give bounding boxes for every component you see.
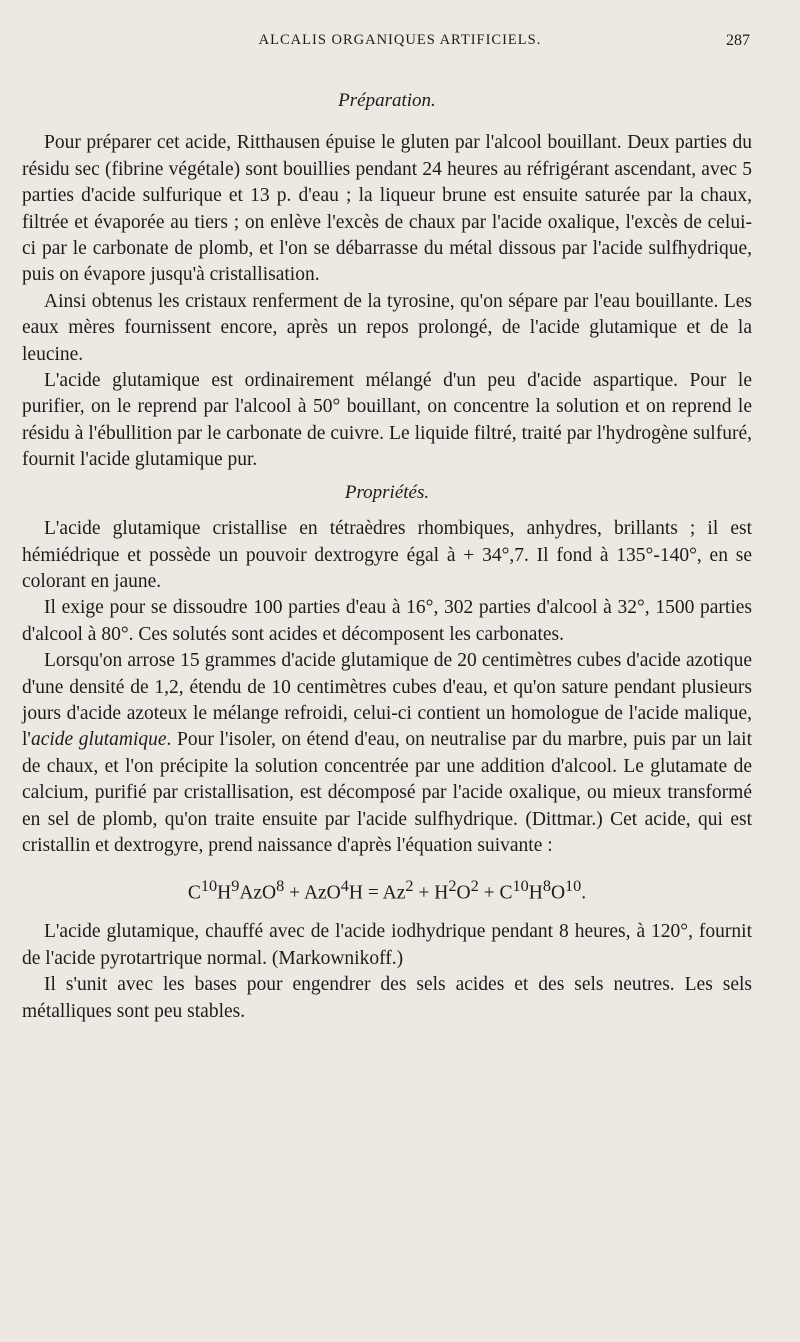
equation-subscript: 4 — [340, 877, 349, 896]
paragraph-text: Lorsqu'on arrose 15 grammes d'acide glutamique de 20 centimètres cubes d'acide azotique d'une densité de 1,2, étendu de 10 centimètres cubes d'eau, et qu'on sature pendant plusieurs jours d'acide azoteux le mélange refroidi, celui-ci contient un homologue de l'acide malique, l' — [22, 650, 752, 751]
paragraph-text: . Pour l'isoler, on étend d'eau, on neutralise par du marbre, puis par un lait de chaux, et l'on précipite la solution concentrée par une addition d'alcool. Le glutamate de calcium, purifié par cristallisation, est décomposé par l'acide oxalique, ou mieux transformé en sel de plomb, qu'on traite ensuite par l'acide sulfhydrique. (Dittmar.) Cet acide, qui est cristallin et dextrogyre, prend naissance d'après l'équation suivante : — [22, 729, 753, 856]
equation-term: H — [434, 882, 449, 904]
equation-term: C — [499, 882, 513, 904]
equation-term: H — [528, 882, 543, 904]
equation-subscript: 10 — [200, 877, 218, 896]
equation-term: . — [581, 882, 587, 904]
page-number: 287 — [726, 32, 750, 49]
paragraph-preparation-method: Pour préparer cet acide, Ritthausen épuise le gluten par l'alcool bouillant. Deux parties du résidu sec (fibrine végétale) sont bouillies pendant 24 heures au réfrigérant ascendant, avec 5 parties d'acide sulfurique et 13 p. d'eau ; la liqueur brune est ensuite saturée par la chaux, filtrée et évaporée au tiers ; on enlève l'excès de chaux par l'acide oxalique, l'excès de celui-ci par le carbonate de plomb, et l'on se débarrasse du métal dissous par l'acide sulfhydrique, puis on évapore jusqu'à cristallisation. — [22, 132, 752, 286]
paragraph-nitrous-acid — [22, 648, 752, 859]
paragraph-purification: L'acide glutamique est ordinairement mélangé d'un peu d'acide aspartique. Pour le purifier, on le reprend par l'alcool à 50° bouillant, on concentre la solution et on reprend le résidu à l'ébullition par le carbonate de cuivre. Le liquide filtré, traité par l'hydrogène sulfuré, fournit l'acide glutamique pur. — [22, 370, 752, 471]
equation-subscript: 2 — [448, 877, 457, 896]
equation-term: + — [478, 882, 500, 904]
equation-subscript: 2 — [405, 877, 414, 896]
equation-term: O — [456, 882, 471, 904]
page-body — [22, 88, 752, 1025]
paragraph-solubility: Il exige pour se dissoudre 100 parties d'eau à 16°, 302 parties d'alcool à 32°, 1500 parties d'alcool à 80°. Ces solutés sont acides et décomposent les carbonates. — [22, 597, 752, 645]
paragraph-iodhydric: L'acide glutamique, chauffé avec de l'acide iodhydrique pendant 8 heures, à 120°, fournit de l'acide pyrotartrique normal. (Markownikoff.) — [22, 921, 752, 969]
equation-term: C — [187, 882, 201, 904]
equation-term: + — [413, 882, 435, 904]
equation-term: H — [348, 882, 363, 904]
paragraph-crystallisation: L'acide glutamique cristallise en tétraèdres rhombiques, anhydres, brillants ; il est hémiédrique et possède un pouvoir dextrogyre égal à + 34°,7. Il fond à 135°-140°, en se colorant en jaune. — [22, 518, 752, 592]
equation-subscript: 9 — [231, 877, 240, 896]
paragraph-salts: Il s'unit avec les bases pour engendrer des sels acides et des sels neutres. Les sels métalliques sont peu stables. — [22, 974, 752, 1022]
paragraph-crystals: Ainsi obtenus les cristaux renferment de la tyrosine, qu'on sépare par l'eau bouillante. Les eaux mères fournissent encore, après un repos prolongé, de l'acide glutamique et de la leucine. — [22, 290, 752, 365]
equation-term: AzO — [303, 882, 341, 904]
equation-term: Az — [382, 882, 406, 904]
running-title: ALCALIS ORGANIQUES ARTIFICIELS. — [258, 32, 542, 48]
chemical-equation — [22, 873, 752, 907]
equation-term: + — [284, 882, 304, 904]
italic-term: acide glutamique — [30, 729, 167, 751]
equation-term: H — [217, 882, 232, 904]
equation-term: = — [362, 882, 383, 904]
equation-subscript: 8 — [542, 877, 551, 896]
equation-subscript: 8 — [276, 877, 285, 896]
equation-subscript: 2 — [470, 877, 479, 896]
section-title-preparation: Préparation. — [338, 90, 436, 111]
equation-subscript: 10 — [565, 877, 582, 896]
equation-term: O — [550, 882, 566, 904]
equation-term: AzO — [239, 882, 277, 904]
equation-subscript: 10 — [512, 877, 529, 896]
section-title-proprietes: Propriétés. — [344, 481, 430, 503]
